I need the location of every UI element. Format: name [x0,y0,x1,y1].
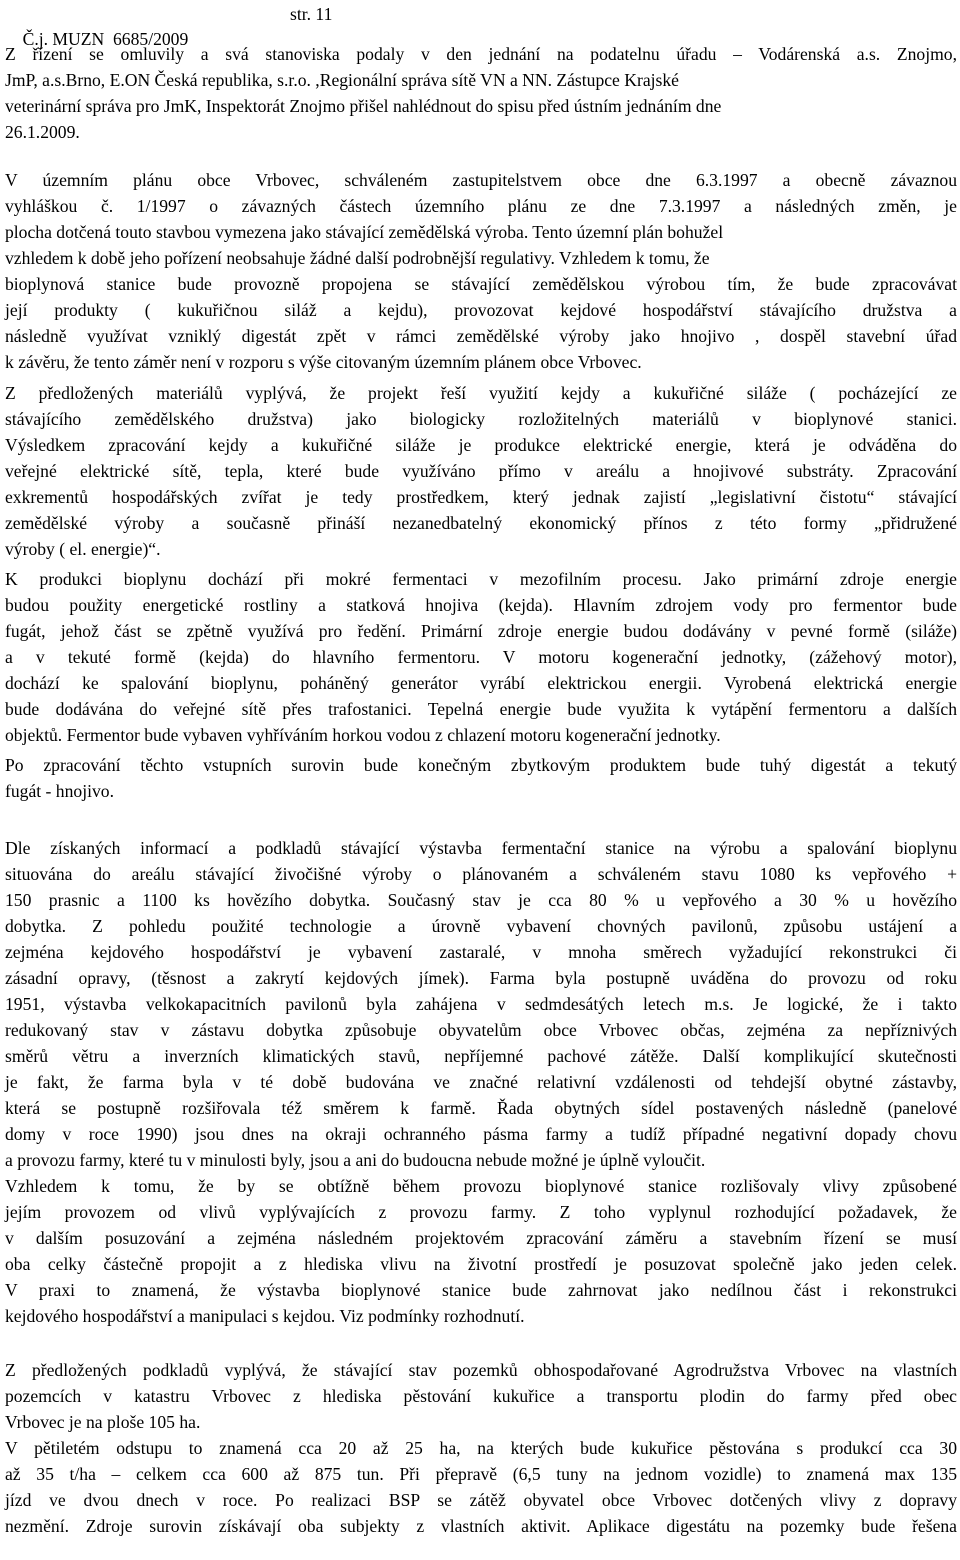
text-line: V praxi to znamená, že výstavba bioplynové stanice bude zahrnovat jako nedílnou část i rekonstrukci [5,1280,957,1300]
text-line: její produkty ( kukuřičnou siláž a kejdu), provozovat kejdové hospodářství stávajícího družstva a [5,300,957,320]
text-line: a v tekuté formě (kejda) do hlavního fermentoru. V motoru kogenerační jednotky, (zážehový motor), [5,647,957,667]
text-line: zásadní opravy, (těsnost a zakrytí kejdových jímek). Farma byla postupně uváděna do provozu od roku [5,968,957,988]
text-line: budou použity energetické rostliny a statková hnojiva (kejda). Hlavním zdrojem vody pro fermentor bude [5,595,957,615]
text-line: pozemcích v katastru Vrbovec z hlediska pěstování kukuřice a transportu plodin do farmy před obec [5,1386,957,1406]
text-line: Po zpracování těchto vstupních surovin bude konečným zbytkovým produktem bude tuhý digestát a tekutý [5,755,957,775]
text-line: kejdového hospodářství a manipulaci s kejdou. Viz podmínky rozhodnutí. [5,1306,525,1326]
text-line: a provozu farmy, které tu v minulosti byly, jsou a ani do budoucna nebude možné je úplně vyloučit. [5,1150,706,1170]
document-reference: Č.j. MUZN 6685/2009 [22,29,189,49]
page-number: str. 11 [290,4,333,24]
text-line: zejména kejdového hospodářství je vybavení zastaralé, v mnoha směrech vyžadující rekonstrukci či [5,942,957,962]
text-line: dobytka. Z pohledu použité technologie a úrovně vybavení chovných pavilonů, způsobu ustájení a [5,916,957,936]
text-line: která se postupně rozšiřovala též směrem k farmě. Řada obytných sídel postavených následně (panelové [5,1098,957,1118]
text-line: jejím provozem od vlivů vyplývajících z provozu farmy. Z toho vyplynul rozhodující požadavek, že [5,1202,957,1222]
text-line: veterinární správa pro JmK, Inspektorát Znojmo přišel nahlédnout do spisu před ústním jednáním dne [5,96,722,116]
text-line: výroby ( el. energie)“. [5,539,161,559]
text-line: domy v roce 1990) jsou dnes na okraji ochranného pásma farmy a tudíž případné negativní dopady chovu [5,1124,957,1144]
text-line: Vrbovec je na ploše 105 ha. [5,1412,201,1432]
text-line: plocha dotčená touto stavbou vymezena jako stávající zemědělská výroba. Tento územní plán bohužel [5,222,724,242]
text-line: stávajícího zemědělského družstva) jako biologicky rozložitelných materiálů v bioplynové stanici. [5,409,957,429]
text-line: exkrementů hospodářských zvířat je tedy prostředkem, který jednak zajistí „legislativní čistotu“ stávající [5,487,957,507]
text-line: směrů větru a inverzních klimatických stavů, nepříjemné pachové zátěže. Další komplikující skutečnosti [5,1046,957,1066]
text-line: Dle získaných informací a podkladů stávající výstavba fermentační stanice na výrobu a spalování bioplynu [5,838,957,858]
text-line: 26.1.2009. [5,122,80,142]
text-line: dochází ke spalování bioplynu, poháněný generátor vyrábí elektrickou energii. Vyrobená elektrická energie [5,673,957,693]
text-line: nezmění. Zdroje surovin získávají oba subjekty z vlastních aktivit. Aplikace digestátu na pozemky bude řešena [5,1516,957,1536]
text-line: V územním plánu obce Vrbovec, schváleném zastupitelstvem obce dne 6.3.1997 a obecně závaznou [5,170,957,190]
text-line: následně využívat vzniklý digestát zpět v rámci zemědělské výroby jako hnojivo , dospěl stavební úřad [5,326,957,346]
text-line: vyhláškou č. 1/1997 o závazných částech územního plánu ze dne 7.3.1997 a následných změn, je [5,196,957,216]
text-line: fugát - hnojivo. [5,781,114,801]
text-line: oba celky částečně propojit a z hlediska vlivu na životní prostředí je posuzovat společně jako jeden celek. [5,1254,957,1274]
text-line: Z předložených materiálů vyplývá, že projekt řeší využití kejdy a kukuřičné siláže ( pocházející ze [5,383,957,403]
text-line: vzhledem k době jeho pořízení neobsahuje žádné další podrobnější regulativy. Vzhledem k tomu, že [5,248,710,268]
text-line: Vzhledem k tomu, že by se obtížně během provozu bioplynové stanice rozlišovaly vlivy způsobené [5,1176,957,1196]
text-line: jízd ve dvou dnech v roce. Po realizaci BSP se zátěž obyvatel obce Vrbovec dotčených vlivy z dopravy [5,1490,957,1510]
text-line: Výsledkem zpracování kejdy a kukuřičné siláže je produkce elektrické energie, která je odváděna do [5,435,957,455]
text-line: veřejné elektrické sítě, tepla, které bude využíváno přímo v areálu a hnojivové substráty. Zpracování [5,461,957,481]
text-line: fugát, jehož část se zpětně využívá pro ředění. Primární zdroje energie budou dodávány v pevné formě (siláže) [5,621,957,641]
text-line: bioplynová stanice bude provozně propojena se stávající zemědělskou výrobou tím, že bude zpracovávat [5,274,957,294]
text-line: k závěru, že tento záměr není v rozporu s výše citovaným územním plánem obce Vrbovec. [5,352,642,372]
text-line: bude dodávána do veřejné sítě přes trafostanici. Tepelná energie bude využita k vytápění fermentoru a dalších [5,699,957,719]
text-line: 1951, výstavba velkokapacitních pavilonů byla zahájena v sedmdesátých letech m.s. Je logické, že i takto [5,994,957,1014]
text-line: Z předložených podkladů vyplývá, že stávající stav pozemků obhospodařované Agrodružstva Vrbovec na vlastních [5,1360,957,1380]
text-line: objektů. Fermentor bude vybaven vyhříváním horkou vodou z chlazení motoru kogenerační jednotky. [5,725,721,745]
text-line: redukovaný stav v zástavu dobytka způsobuje obyvatelům obce Vrbovec občas, zejména za nepříznivých [5,1020,957,1040]
text-line: 150 prasnic a 1100 ks hovězího dobytka. Současný stav je cca 80 % u vepřového a 30 % u hovězího [5,890,957,910]
text-line: K produkci bioplynu dochází při mokré fermentaci v mezofilním procesu. Jako primární zdroje energie [5,569,957,589]
text-line: situována do areálu stávající živočišné výroby o plánovaném a schváleném stavu 1080 ks vepřového + [5,864,957,884]
text-line: v dalším posuzování a zejména následném projektovém zpracování záměru a stavebním řízení se musí [5,1228,957,1248]
text-line: Z řízení se omluvily a svá stanoviska podaly v den jednání na podatelnu úřadu – Vodárenská a.s. Znojmo, [5,44,957,64]
text-line: V pětiletém odstupu to znamená cca 20 až 25 ha, na kterých bude kukuřice pěstována s produkcí cca 30 [5,1438,957,1458]
text-line: JmP, a.s.Brno, E.ON Česká republika, s.r.o. ,Regionální správa sítě VN a NN. Zástupce Krajské [5,70,679,90]
text-line: je fakt, že farma byla v té době budována ve značné relativní vzdálenosti od tehdejší obytné zástavby, [5,1072,957,1092]
text-line: zemědělské výroby a současně přináší nezanedbatelný ekonomický přínos z této formy „přidružené [5,513,957,533]
text-line: až 35 t/ha – celkem cca 600 až 875 tun. Při přepravě (6,5 tuny na jednom vozidle) to znamená max 135 [5,1464,957,1484]
